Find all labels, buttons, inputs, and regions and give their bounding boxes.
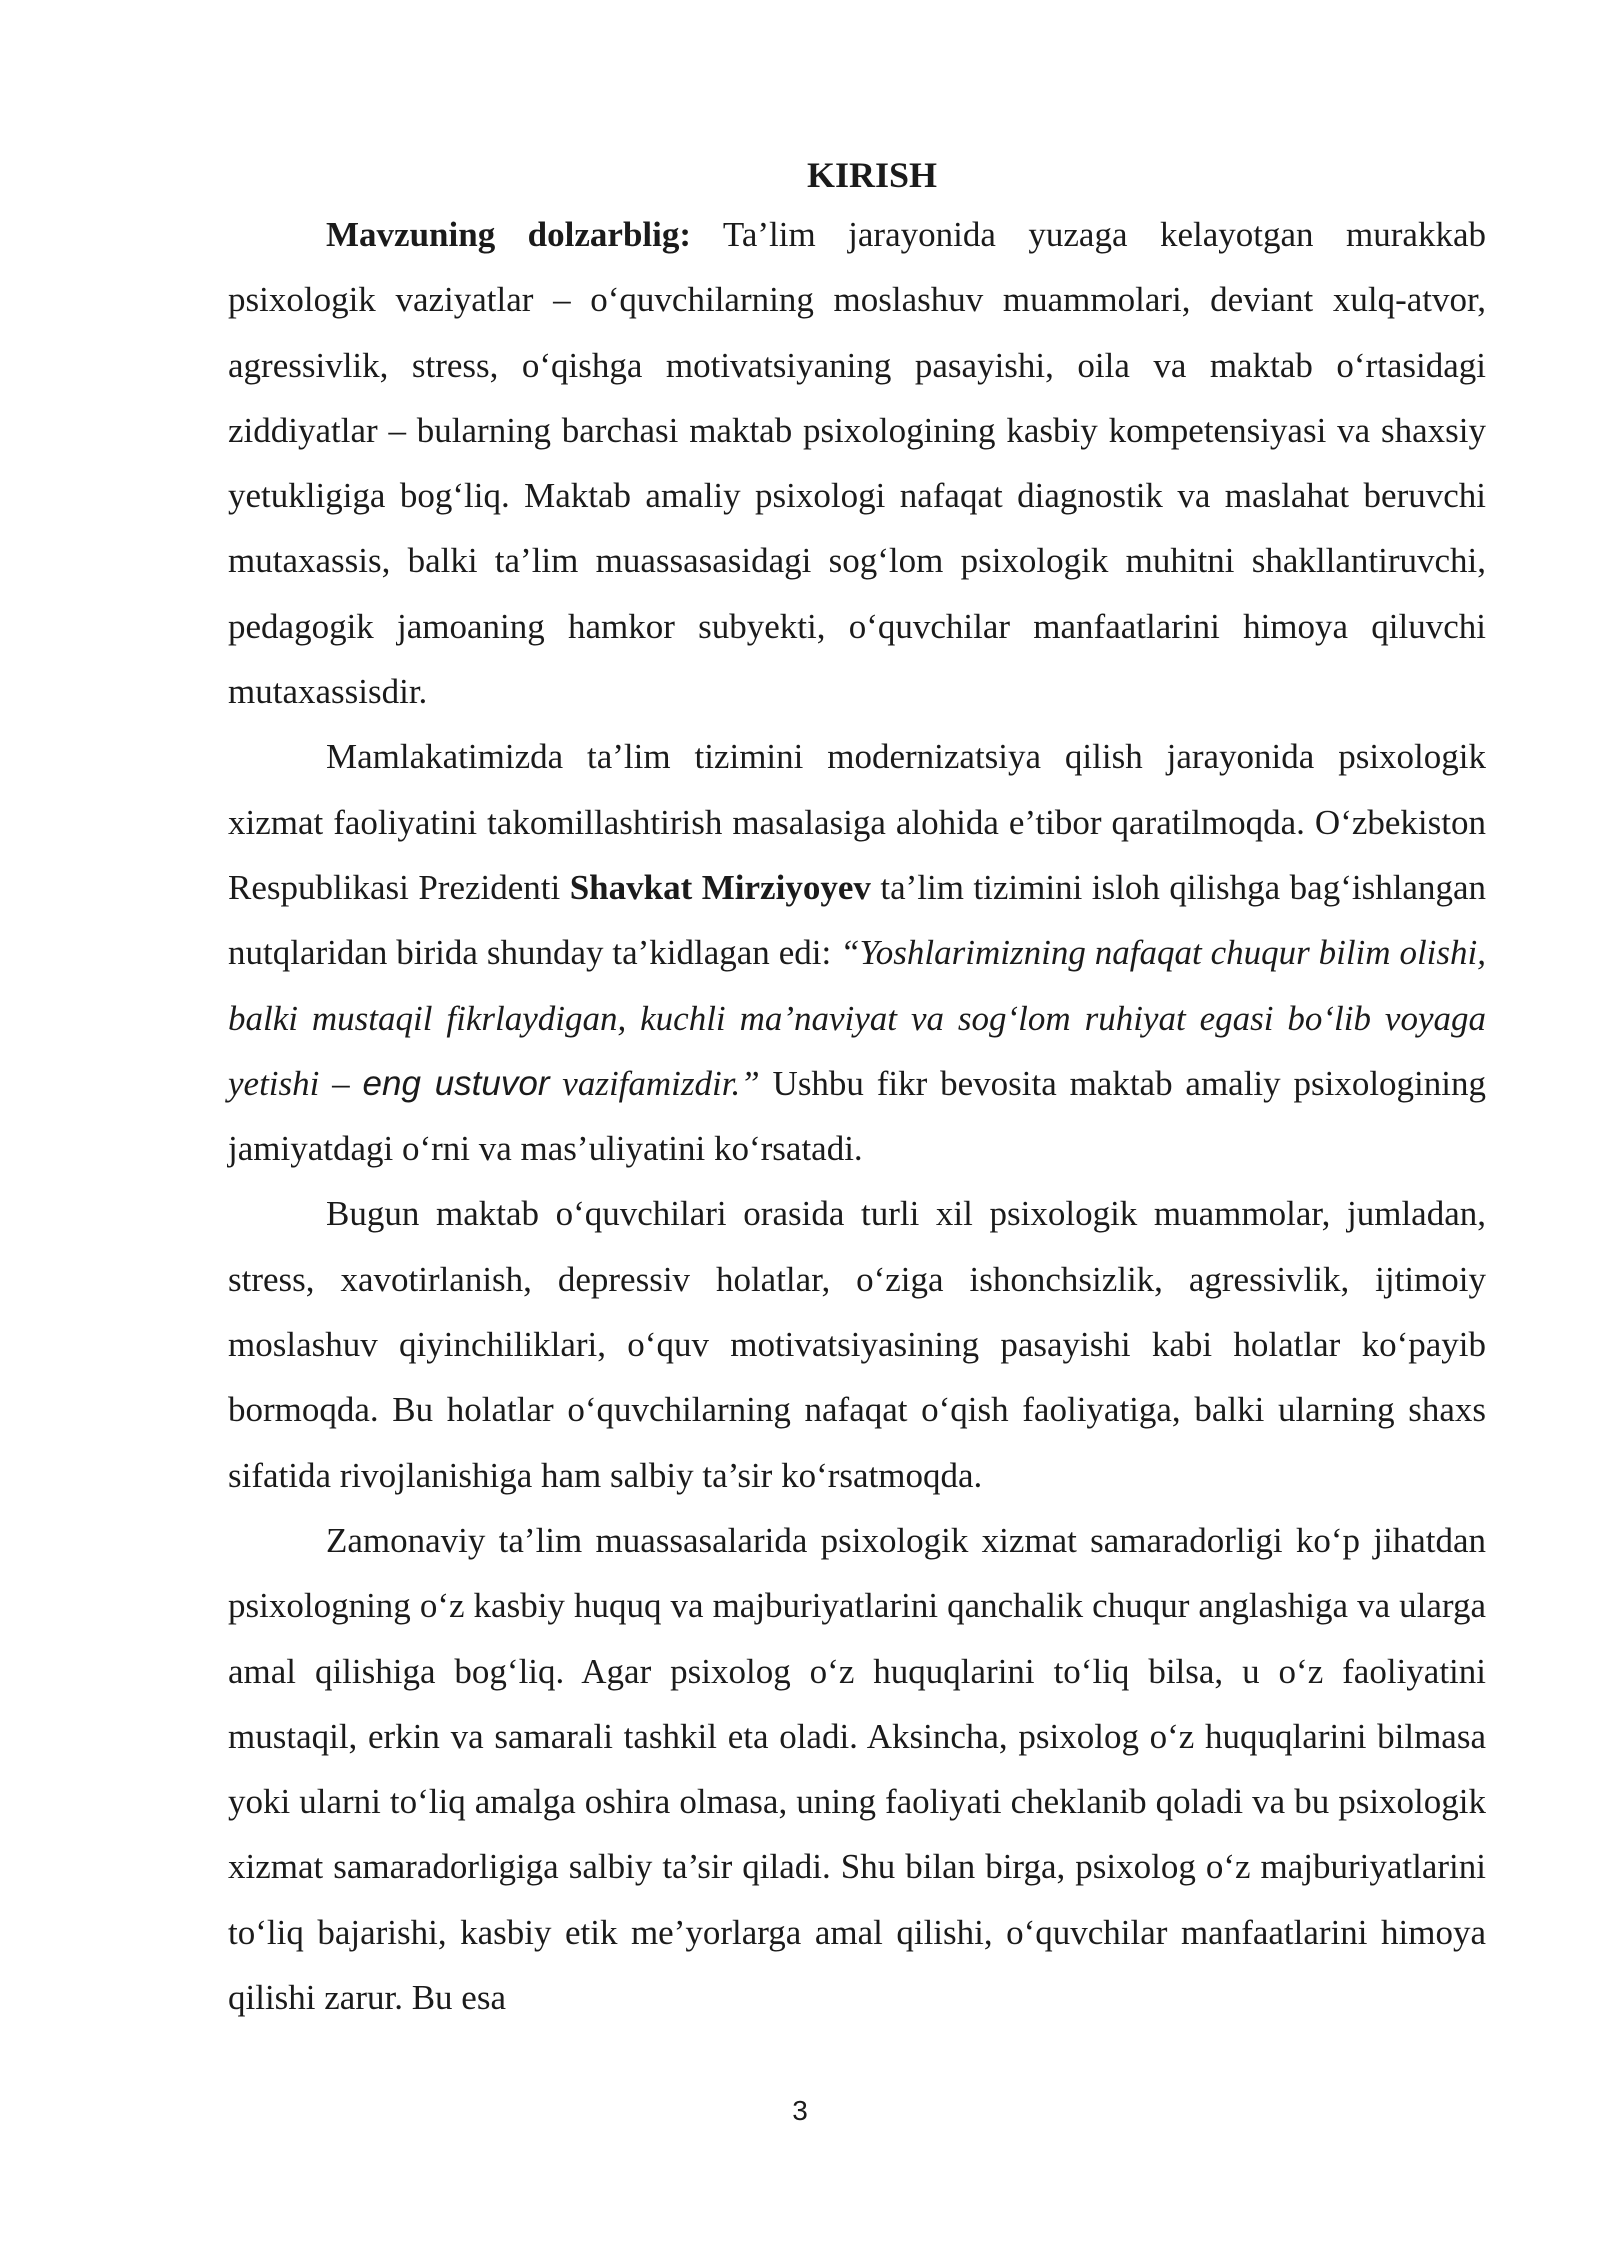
- paragraph-effectiveness: Zamonaviy ta’lim muassasalarida psixologik xizmat samaradorligi ko‘p jihatdan psixologning o‘z kasbiy huquq va majburiyatlarini qanchalik chuqur anglashiga va ularga amal qilishiga bog‘liq. Agar psixolog o‘z huquqlarini to‘liq bilsa, u o‘z faoliyatini mustaqil, erkin va samarali tashkil eta oladi. Aksincha, psixolog o‘z huquqlarini bilmasa yoki ularni to‘liq amalga oshira olmasa, uning faoliyati cheklanib qoladi va bu psixologik xizmat samaradorligiga salbiy ta’sir qiladi. Shu bilan birga, psixolog o‘z majburiyatlarini to‘liq bajarishi, kasbiy etik me’yorlarga amal qilishi, o‘quvchilar manfaatlarini himoya qilishi zarur. Bu esa: [228, 1520, 1486, 2018]
- page-title: KIRISH: [806, 155, 938, 195]
- paragraph-problems: Bugun maktab o‘quvchilari orasida turli xil psixologik muammolar, jumladan, stress, xavotirlanish, depressiv holatlar, o‘ziga ishonchsizlik, agressivlik, ijtimoiy moslashuv qiyinchiliklari, o‘quv motivatsiyasining pasayishi kabi holatlar ko‘payib bormoqda. Bu holatlar o‘quvchilarning nafaqat o‘qish faoliyatiga, balki ularning shaxs sifatida rivojlanishiga ham salbiy ta’sir ko‘rsatmoqda.: [228, 1194, 1486, 1495]
- modernization-text-2: ta’lim tizimini isloh qilishga bag‘ishlangan nutqlaridan birida shunday ta’kidlagan edi:: [228, 867, 1487, 973]
- relevance-lead: Mavzuning dolzarblig:: [326, 215, 692, 254]
- president-name: Shavkat Mirziyoyev: [569, 867, 871, 907]
- relevance-text: Ta’lim jarayonida yuzaga kelayotgan murakkab psixologik vaziyatlar – o‘quvchilarning moslashuv muammolari, deviant xulq-atvor, agressivlik, stress, o‘qishga motivatsiyaning pasayishi, oila va maktab o‘rtasidagi ziddiyatlar – bularning barchasi maktab psixologining kasbiy kompetensiyasi va shaxsiy yetukligiga bog‘liq. Maktab amaliy psixologi nafaqat diagnostik va maslahat beruvchi mutaxassis, balki ta’lim muassasasidagi sog‘lom psixologik muhitni shakllantiruvchi, pedagogik jamoaning hamkor subyekti, o‘quvchilar manfaatlarini himoya qiluvchi mutaxassisdir.: [228, 215, 1486, 712]
- quote-part-1: “Yoshlarimizning nafaqat chuqur bilim olishi, balki mustaqil fikrlaydigan, kuchli ma’naviyat va sog‘lom ruhiyat egasi bo‘lib voyaga yetishi –: [228, 933, 1486, 1103]
- modernization-text-1: Mamlakatimizda ta’lim tizimini modernizatsiya qilish jarayonida psixologik xizmat faoliyatini takomillashtirish masalasiga alohida e’tibor qaratilmoqda. O‘zbekiston Respublikasi Prezidenti: [228, 737, 1486, 907]
- quote-part-2: eng ustuvor: [362, 1063, 550, 1103]
- paragraph-modernization: [228, 724, 1486, 1181]
- page-body: [228, 148, 1486, 2030]
- quote-part-3: vazifamizdir.”: [549, 1063, 760, 1103]
- paragraph-relevance: [228, 202, 1486, 724]
- page-number: 3: [792, 2095, 808, 2126]
- modernization-text-3: Ushbu fikr bevosita maktab amaliy psixologining jamiyatdagi o‘rni va mas’uliyatini ko‘rsatadi.: [228, 1063, 1486, 1169]
